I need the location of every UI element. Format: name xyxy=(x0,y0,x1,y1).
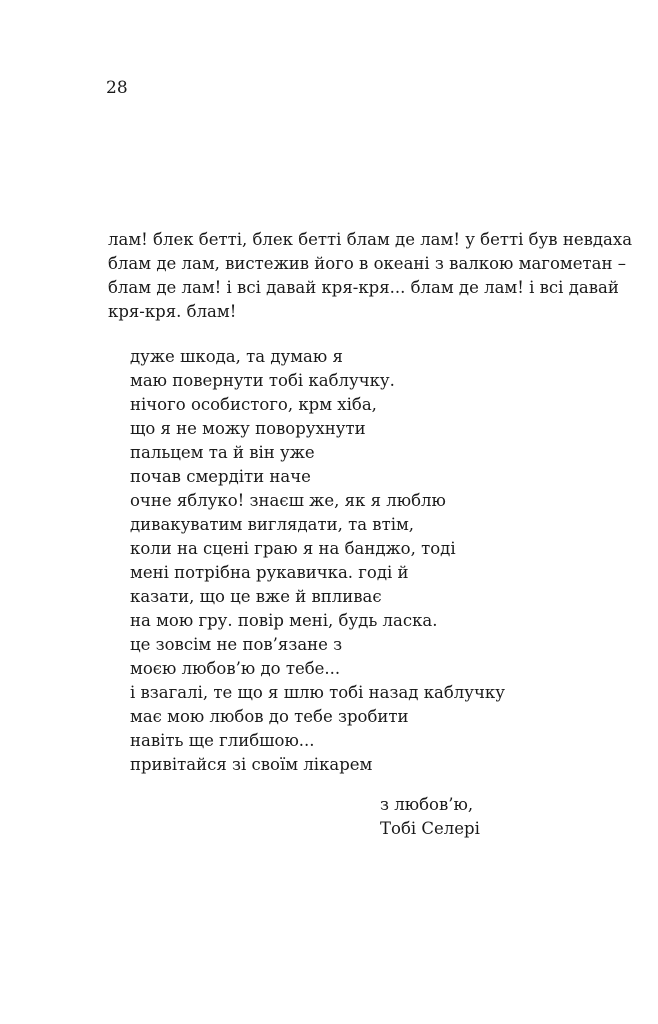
letter-line: має мою любов до тебе зробити xyxy=(130,707,409,726)
letter-line: навіть ще глибшою... xyxy=(130,731,315,750)
prose-paragraph xyxy=(108,228,633,324)
prose-line: лам! блек бетті, блек бетті блам де лам! у бетті був невдаха xyxy=(108,230,633,249)
letter-line: очне яблуко! знаєш же, як я люблю xyxy=(130,491,446,510)
letter-line: маю повернути тобі каблучку. xyxy=(130,371,395,390)
letter-line: мені потрібна рукавичка. годі й xyxy=(130,563,409,582)
letter-line: почав смердіти наче xyxy=(130,467,311,486)
prose-line: блам де лам! і всі давай кря-кря... блам де лам! і всі давай xyxy=(108,278,619,297)
letter-line: і взагалі, те що я шлю тобі назад каблучку xyxy=(130,683,505,702)
letter-line: дивакуватим виглядати, та втім, xyxy=(130,515,415,534)
letter-line: нічого особистого, крм хіба, xyxy=(130,395,377,414)
letter-line: на мою гру. повір мені, будь ласка. xyxy=(130,611,438,630)
letter-text xyxy=(130,345,505,777)
letter-line: привітайся зі своїм лікарем xyxy=(130,755,373,774)
letter-line: дуже шкода, та думаю я xyxy=(130,347,343,366)
prose-line: кря-кря. блам! xyxy=(108,302,237,321)
prose-line: блам де лам, вистежив його в океані з валкою магометан – xyxy=(108,254,626,273)
letter-line: коли на сцені граю я на банджо, тоді xyxy=(130,539,456,558)
letter-line: казати, що це вже й впливає xyxy=(130,587,382,606)
letter-line: це зовсім не пов’язане з xyxy=(130,635,343,654)
letter-line: що я не можу поворухнути xyxy=(130,419,366,438)
letter-line: моєю любов’ю до тебе... xyxy=(130,659,341,678)
letter-line: пальцем та й він уже xyxy=(130,443,315,462)
page-number: 28 xyxy=(106,78,128,98)
letter-signoff xyxy=(380,793,480,841)
signature: Тобі Селері xyxy=(380,819,480,838)
closing-line: з любов’ю, xyxy=(380,795,474,814)
